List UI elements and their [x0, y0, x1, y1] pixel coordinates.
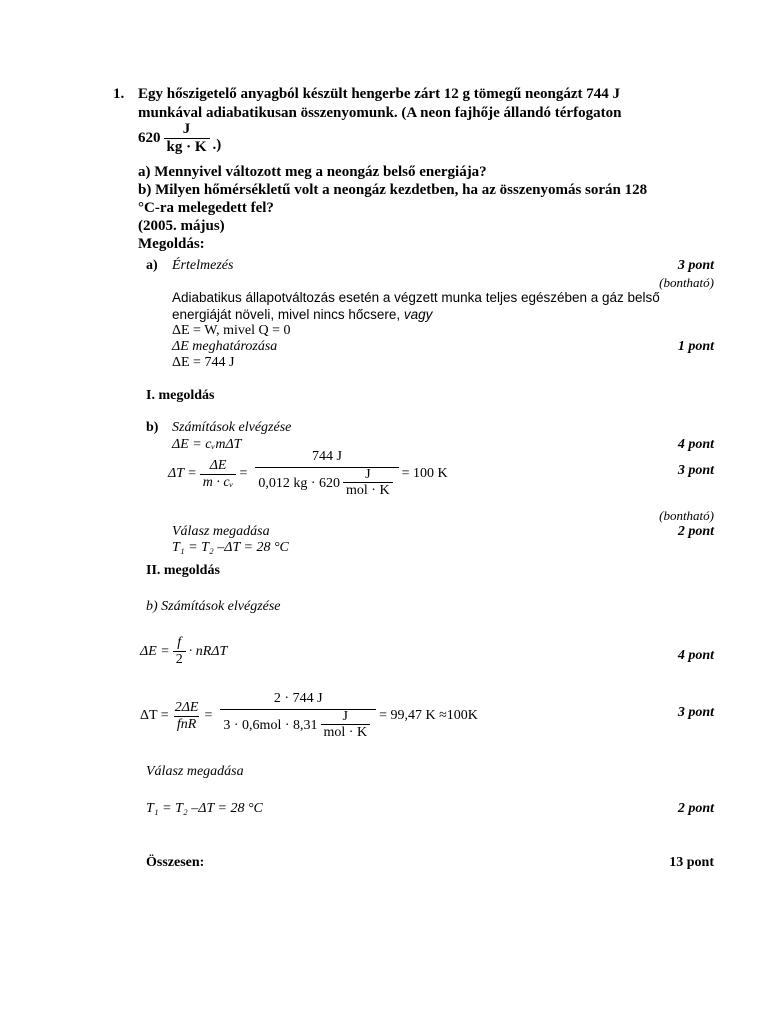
part-a-result: ΔE = 744 J	[172, 355, 235, 370]
s1-eq2-result: = 100 K	[401, 466, 448, 482]
part-a-note: (bontható)	[659, 275, 714, 290]
solution-1-equation-2	[168, 450, 448, 499]
s2-eq2-frac2-den-text: 3 · 0,6mol · 8,31	[223, 717, 318, 733]
specific-heat-value: 620	[138, 130, 161, 147]
s1-eq2-equals: =	[239, 466, 248, 482]
problem-line-1: Egy hőszigetelő anyagból készült hengerbe zárt 12 g tömegű neongázt 744 J	[138, 86, 621, 102]
problem-number: 1.	[113, 86, 125, 102]
s2-eq2-lhs: ΔT =	[140, 708, 169, 724]
question-b-line-1: b) Milyen hőmérsékletű volt a neongáz kezdetben, ha az összenyomás során 128	[138, 182, 648, 198]
part-a-subtitle: ΔE meghatározása	[172, 339, 278, 354]
specific-heat-unit-denominator: kg · K	[164, 138, 210, 156]
solution-2-equation-2	[140, 692, 478, 741]
solution-heading: Megoldás:	[138, 236, 205, 252]
specific-heat-expression	[138, 122, 221, 155]
s2-eq2-unit-num: J	[342, 708, 348, 724]
question-b-line-2: °C-ra melegedett fel?	[138, 200, 274, 216]
s1-eq2-frac1-den: m · cᵥ	[200, 474, 237, 490]
question-a: a) Mennyivel változott meg a neongáz belső energiája?	[138, 164, 487, 180]
specific-heat-unit	[164, 122, 210, 155]
s1-eq2-frac2-den-text: 0,012 kg · 620	[258, 475, 341, 491]
s2-eq2-fraction-2	[220, 692, 376, 741]
total-points: 13 pont	[669, 855, 714, 870]
part-a-equation: ΔE = W, mivel Q = 0	[172, 323, 291, 338]
part-a-label: a)	[146, 258, 158, 273]
solution-2-equation-1	[140, 636, 227, 667]
s1-eq2-fraction-2	[255, 450, 398, 499]
s1-eq2-unit-num: J	[365, 466, 371, 482]
solution-2-equation-2-points: 3 pont	[677, 705, 714, 720]
solution-1-answer-points: 2 pont	[677, 524, 714, 539]
part-a-sub-points: 1 pont	[677, 339, 714, 354]
solution-2-answer-title: Válasz megadása	[146, 764, 244, 779]
s2-eq2-fraction-1	[172, 701, 202, 732]
s2-eq1-lhs: ΔE =	[140, 643, 170, 659]
s2-eq2-unit-den: mol · K	[321, 724, 371, 740]
s1-eq2-unit-den: mol · K	[343, 482, 393, 498]
part-a-text-2-main: energiáját növeli, mivel nincs hőcsere,	[172, 307, 401, 322]
s2-eq2-equals: =	[204, 708, 213, 724]
total-label: Összesen:	[146, 855, 205, 870]
solution-1-equation-2-points: 3 pont	[677, 463, 714, 478]
s2-eq2-result: = 99,47 K ≈100K	[379, 708, 478, 724]
solution-1-heading: I. megoldás	[146, 388, 215, 403]
s2-eq2-frac2-den	[220, 709, 376, 741]
solution-1-equation-1: ΔE = cᵥmΔT	[172, 437, 242, 452]
s2-eq2-frac1-num: 2ΔE	[174, 699, 199, 715]
s2-eq1-frac-num: f	[177, 635, 182, 650]
s1-eq2-fraction-1	[200, 459, 237, 490]
part-a-text-1: Adiabatikus állapotváltozás esetén a végzett munka teljes egészében a gáz belső	[172, 290, 660, 305]
solution-1-label: b)	[146, 420, 159, 435]
solution-1-note: (bontható)	[659, 508, 714, 523]
solution-2-equation-1-points: 4 pont	[677, 648, 714, 663]
s2-eq1-frac-den: 2	[173, 651, 186, 667]
solution-1-equation-1-points: 4 pont	[677, 437, 714, 452]
problem-line-2: munkával adiabatikusan összenyomunk. (A neon fajhője állandó térfogaton	[138, 105, 622, 121]
part-a-points: 3 pont	[677, 258, 714, 273]
s2-eq2-frac1-den: fnR	[174, 716, 199, 732]
solution-1-answer: T₁ = T₂ –ΔT = 28 °C	[172, 540, 289, 555]
s1-eq2-unit	[343, 468, 393, 499]
solution-2-answer: T₁ = T₂ –ΔT = 28 °C	[146, 801, 263, 816]
s2-eq2-unit	[321, 710, 371, 741]
s1-eq2-frac1-num: ΔE	[209, 457, 227, 473]
solution-2-answer-points: 2 pont	[677, 801, 714, 816]
s1-eq2-lhs: ΔT =	[168, 466, 197, 482]
solution-2-title: b) Számítások elvégzése	[146, 599, 281, 614]
s2-eq1-rest: · nRΔT	[188, 643, 228, 659]
solution-2-heading: II. megoldás	[146, 563, 220, 578]
solution-1-answer-title: Válasz megadása	[172, 524, 270, 539]
part-a-text-2-italic: vagy	[403, 307, 433, 322]
part-a-text-2	[172, 307, 432, 322]
s2-eq1-fraction	[173, 636, 186, 667]
problem-source: (2005. május)	[138, 218, 225, 234]
s1-eq2-frac2-num: 744 J	[312, 449, 342, 464]
s1-eq2-frac2-den	[255, 467, 398, 499]
part-a-title: Értelmezés	[172, 258, 234, 273]
solution-1-title: Számítások elvégzése	[172, 420, 292, 435]
specific-heat-unit-numerator: J	[182, 121, 191, 137]
s2-eq2-frac2-num: 2 · 744 J	[273, 691, 323, 706]
specific-heat-close: .)	[212, 137, 222, 154]
